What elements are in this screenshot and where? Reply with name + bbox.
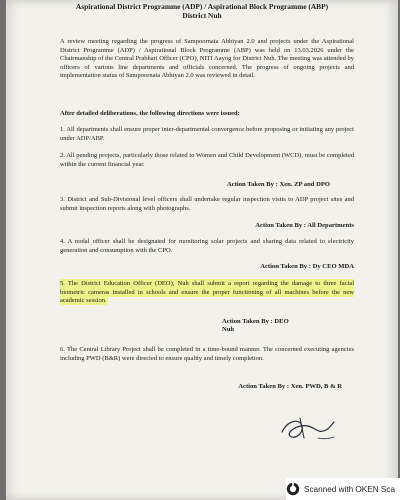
intro-paragraph: A review meeting regarding the progress of Sampoornata Abhiyan 2.0 and projects under the Aspirational District Programme (ADP) / Aspirational Block Programme (ABP) was held on 13.03.2026 under the Chairmanship of the Central Prabhari Officer (CPO), NITI Aayog for District Nuh. The meeting was attended by officers of various line departments and officials concerned. The progress of ongoing projects and implementation status of Sampoornata Abhiyan 2.0 was reviewed in detail.	[60, 38, 354, 80]
action-label: Action Taken By :	[260, 263, 311, 270]
direction-point-1: 1. All departments shall ensure proper inter-departmental convergence before proposing or initiating any project under ADP/ABP.	[60, 126, 354, 142]
direction-point-3: 3. District and Sub-Divisional level officers shall undertake regular inspection visits to ADP project sites and submit inspection reports along with photographs.	[60, 196, 354, 212]
action-taken-5	[222, 318, 322, 334]
scanner-logo-icon	[286, 482, 300, 496]
header-district: District Nuh	[182, 11, 222, 20]
scanner-text: Scanned with OKEN Sca	[304, 484, 396, 494]
directions-heading: After detailed deliberations, the following directions were issued:	[60, 110, 240, 117]
action-taken-2	[227, 181, 330, 189]
action-value: Xen. PWD, B & R	[290, 383, 342, 390]
action-label: Action Taken By :	[238, 383, 290, 390]
highlighted-text: 5. The District Education Officer (DEO), Nuh shall submit a report regarding the damage to three facial biometric cameras installed in schools and ensure the proper functioning of all machines before the new academic session.	[60, 280, 354, 305]
direction-point-4: 4. A nodal officer shall be designated for monitoring solar projects and sharing data related to electricity generation and consumption with the CPO.	[60, 238, 354, 254]
scanner-watermark	[286, 478, 400, 500]
action-label: Action Taken By :	[222, 318, 273, 325]
action-taken-3	[255, 222, 354, 230]
document-page	[6, 0, 398, 500]
action-taken-4	[260, 263, 354, 271]
header-programme-title: Aspirational District Programme (ADP) / Aspirational Block Programme (ABP)	[75, 2, 329, 11]
signature	[278, 412, 338, 446]
document-header	[6, 0, 398, 20]
action-value: DEO	[274, 318, 289, 325]
action-value-location: Nuh	[222, 326, 235, 333]
action-label: Action Taken By :	[255, 222, 306, 229]
action-label: Action Taken By :	[227, 181, 278, 188]
direction-point-6: 6. The Central Library Project shall be completed in a time-bound manner. The concerned executing agencies including PWD (B&R) were directed to ensure quality and timely completion.	[60, 346, 354, 362]
direction-point-2: 2. All pending projects, particularly those related to Women and Child Development (WCD), must be completed within the current financial year.	[60, 152, 354, 168]
action-taken-6	[238, 383, 342, 391]
action-value: All Departments	[307, 222, 354, 229]
direction-point-5	[60, 280, 354, 306]
action-value: Xen. ZP and DPO	[279, 181, 330, 188]
action-value: Dy CEO MDA	[312, 263, 354, 270]
